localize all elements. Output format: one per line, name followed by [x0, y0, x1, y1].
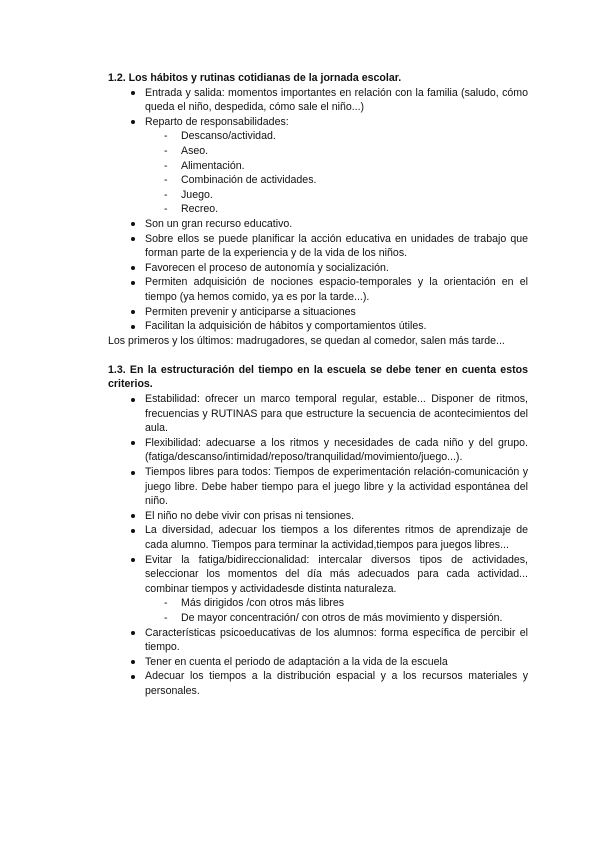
list-item: Estabilidad: ofrecer un marco temporal regular, estable... Disponer de ritmos, frecuencias y RUTINAS para que estructure la secuencia de acontecimientos del aula. — [108, 392, 528, 436]
list-item: Tiempos libres para todos: Tiempos de experimentación relación-comunicación y juego libre. Debe haber tiempo para el juego libre y la actividad espontánea del niño. — [108, 465, 528, 509]
bullet-list — [108, 86, 528, 334]
document-page — [108, 71, 528, 699]
section-heading: 1.3. En la estructuración del tiempo en la escuela se debe tener en cuenta estos criterios. — [108, 363, 528, 391]
list-item: El niño no debe vivir con prisas ni tensiones. — [108, 509, 528, 524]
list-item: Características psicoeducativas de los alumnos: forma específica de percibir el tiempo. — [108, 626, 528, 655]
closing-paragraph: Los primeros y los últimos: madrugadores, se quedan al comedor, salen más tarde... — [108, 334, 505, 347]
sub-list-item: - Descanso/actividad. — [108, 129, 528, 144]
sub-list-item: - Recreo. — [108, 202, 528, 217]
bullet-list — [108, 392, 528, 698]
list-item: La diversidad, adecuar los tiempos a los diferentes ritmos de aprendizaje de cada alumno. Tiempos para terminar la actividad,tiempos para juegos libres... — [108, 523, 528, 552]
list-item: Evitar la fatiga/bidireccionalidad: intercalar diversos tipos de actividades, seleccionar los momentos del día más adecuados para cada actividad... combinar tiempos y actividadesde distinta naturaleza. — [108, 553, 528, 597]
section-estructuracion — [108, 363, 528, 699]
list-item: Reparto de responsabilidades: — [108, 115, 528, 130]
list-item: Adecuar los tiempos a la distribución espacial y a los recursos materiales y personales. — [108, 669, 528, 698]
list-item: Sobre ellos se puede planificar la acción educativa en unidades de trabajo que forman parte de la experiencia y de la vida de los niños. — [108, 232, 528, 261]
sub-list-item: - Juego. — [108, 188, 528, 203]
list-item: Favorecen el proceso de autonomía y socialización. — [108, 261, 528, 276]
list-item: Flexibilidad: adecuarse a los ritmos y necesidades de cada niño y del grupo. (fatiga/descanso/intimidad/reposo/tranquilidad/movimiento/juego...). — [108, 436, 528, 465]
sub-list-item: - Alimentación. — [108, 159, 528, 174]
list-item: Entrada y salida: momentos importantes en relación con la familia (saludo, cómo queda el niño, despedida, cómo sale el niño...) — [108, 86, 528, 115]
sub-list-item: - De mayor concentración/ con otros de más movimiento y dispersión. — [108, 611, 528, 626]
section-heading: 1.2. Los hábitos y rutinas cotidianas de la jornada escolar. — [108, 72, 402, 84]
list-item: Permiten adquisición de nociones espacio-temporales y la orientación en el tiempo (ya hemos comido, ya es por la tarde...). — [108, 275, 528, 304]
sub-list-item: - Combinación de actividades. — [108, 173, 528, 188]
list-item: Facilitan la adquisición de hábitos y comportamientos útiles. — [108, 319, 528, 334]
list-item: Son un gran recurso educativo. — [108, 217, 528, 232]
sub-list-item: - Más dirigidos /con otros más libres — [108, 596, 528, 611]
list-item: Tener en cuenta el periodo de adaptación a la vida de la escuela — [108, 655, 528, 670]
sub-list-item: - Aseo. — [108, 144, 528, 159]
section-habitos — [108, 71, 528, 348]
list-item: Permiten prevenir y anticiparse a situaciones — [108, 305, 528, 320]
